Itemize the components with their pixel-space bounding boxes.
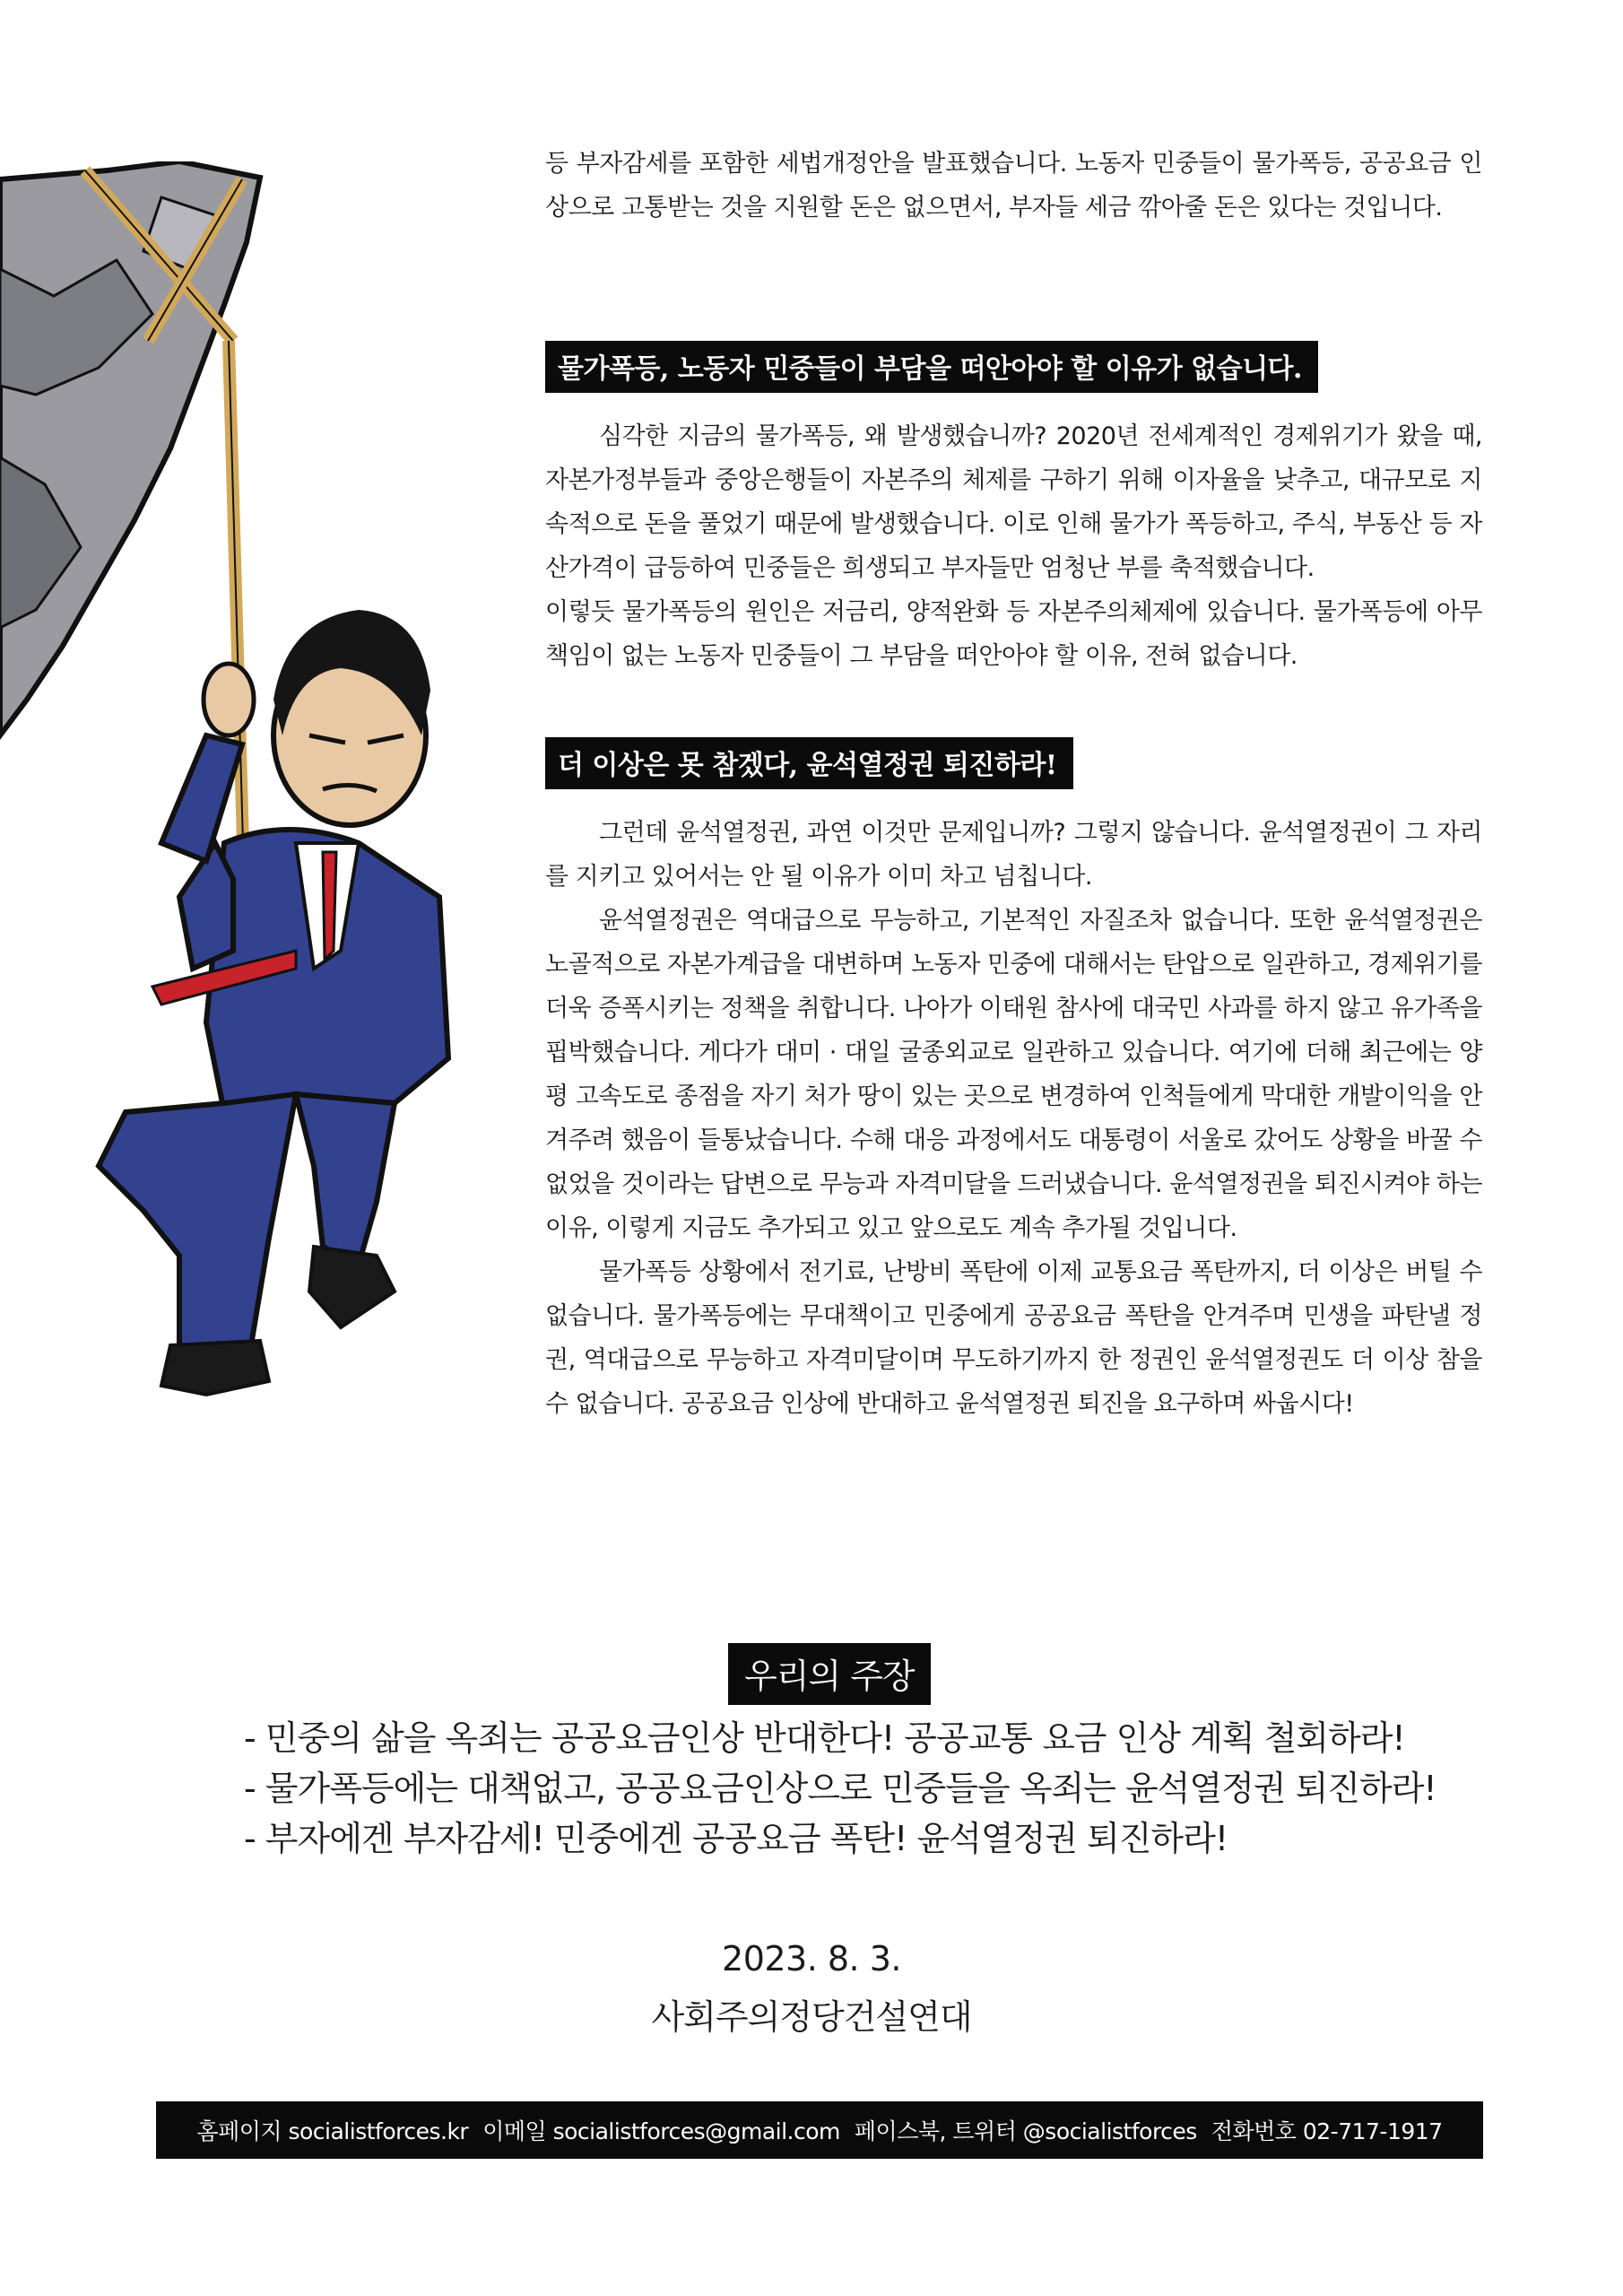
rock — [0, 161, 260, 735]
section-1-heading: 물가폭등, 노동자 민중들이 부담을 떠안아야 할 이유가 없습니다. — [545, 341, 1318, 393]
claim-item: - 민중의 삶을 옥죄는 공공요금인상 반대한다! 공공교통 요금 인상 계획 철회하라! — [244, 1718, 1405, 1758]
issue-date: 2023. 8. 3. — [722, 1939, 901, 1979]
footer-phone: 전화번호 02-717-1917 — [1211, 2118, 1443, 2144]
section-2 — [545, 737, 1482, 1426]
cartoon-illustration — [0, 161, 466, 1399]
tie — [323, 852, 336, 960]
organization-name: 사회주의정당건설연대 — [651, 1997, 972, 2037]
footer-homepage[interactable]: 홈페이지 socialistforces.kr — [196, 2118, 469, 2144]
intro-paragraph: 등 부자감세를 포함한 세법개정안을 발표했습니다. 노동자 민중들이 물가폭등, 공공요금 인상으로 고통받는 것을 지원할 돈은 없으면서, 부자들 세금 깎아줄 돈은 있다는 것입니다. — [545, 150, 1482, 222]
claims-list — [244, 1713, 1436, 1864]
contact-footer — [156, 2101, 1483, 2159]
claim-item: - 부자에겐 부자감세! 민중에겐 공공요금 폭탄! 윤석열정권 퇴진하라! — [244, 1819, 1228, 1858]
section-1 — [545, 341, 1482, 678]
suit-pants — [99, 1094, 296, 1354]
section-1-paragraph-1: 심각한 지금의 물가폭등, 왜 발생했습니까? 2020년 전세계적인 경제위기가 왔을 때, 자본가정부들과 중앙은행들이 자본주의 체제를 구하기 위해 이자율을 낮추고, 대규모로 지속적으로 돈을 풀었기 때문에 발생했습니다. 이로 인해 물가가 폭등하고, 주식, 부동산 등 자산가격이 급등하여 민중들은 희생되고 부자들만 엄청난 부를 축적했습니다. — [545, 422, 1482, 582]
footer-sns: 페이스북, 트위터 @socialistforces — [854, 2118, 1197, 2144]
shoe — [161, 1341, 269, 1395]
footer-email[interactable]: 이메일 socialistforces@gmail.com — [482, 2118, 840, 2144]
section-2-heading: 더 이상은 못 참겠다, 윤석열정권 퇴진하라! — [545, 737, 1073, 789]
intro-block — [545, 142, 1482, 230]
section-2-paragraph-1: 그런데 윤석열정권, 과연 이것만 문제입니까? 그렇지 않습니다. 윤석열정권이 그 자리를 지키고 있어서는 안 될 이유가 이미 차고 넘칩니다. — [545, 819, 1482, 891]
section-1-paragraph-2: 이렇듯 물가폭등의 원인은 저금리, 양적완화 등 자본주의체제에 있습니다. 물가폭등에 아무 책임이 없는 노동자 민중들이 그 부담을 떠안아야 할 이유, 전혀 없습니다. — [545, 598, 1482, 670]
claims-title: 우리의 주장 — [728, 1643, 931, 1705]
section-2-paragraph-3: 물가폭등 상황에서 전기료, 난방비 폭탄에 이제 교통요금 폭탄까지, 더 이상은 버틸 수 없습니다. 물가폭등에는 무대책이고 민중에게 공공요금 폭탄을 안겨주며 민생을 파탄낼 정권, 역대급으로 무능하고 자격미달이며 무도하기까지 한 정권인 윤석열정권도 더 이상 참을 수 없습니다. 공공요금 인상에 반대하고 윤석열정권 퇴진을 요구하며 싸웁시다! — [545, 1258, 1482, 1418]
section-2-paragraph-2: 윤석열정권은 역대급으로 무능하고, 기본적인 자질조차 없습니다. 또한 윤석열정권은 노골적으로 자본가계급을 대변하며 노동자 민중에 대해서는 탄압으로 일관하고, 경제위기를 더욱 증폭시키는 정책을 취합니다. 나아가 이태원 참사에 대국민 사과를 하지 않고 유가족을 핍박했습니다. 게다가 대미 · 대일 굴종외교로 일관하고 있습니다. 여기에 더해 최근에는 양평 고속도로 종점을 자기 처가 땅이 있는 곳으로 변경하여 인척들에게 막대한 개발이익을 안겨주려 했음이 들통났습니다. 수해 대응 과정에서도 대통령이 서울로 갔어도 상황을 바꿀 수 없었을 것이라는 답변으로 무능과 자격미달을 드러냈습니다. 윤석열정권을 퇴진시켜야 하는 이유, 이렇게 지금도 추가되고 있고 앞으로도 계속 추가될 것입니다. — [545, 907, 1482, 1242]
claim-item: - 물가폭등에는 대책없고, 공공요금인상으로 민중들을 옥죄는 윤석열정권 퇴진하라! — [244, 1769, 1436, 1808]
